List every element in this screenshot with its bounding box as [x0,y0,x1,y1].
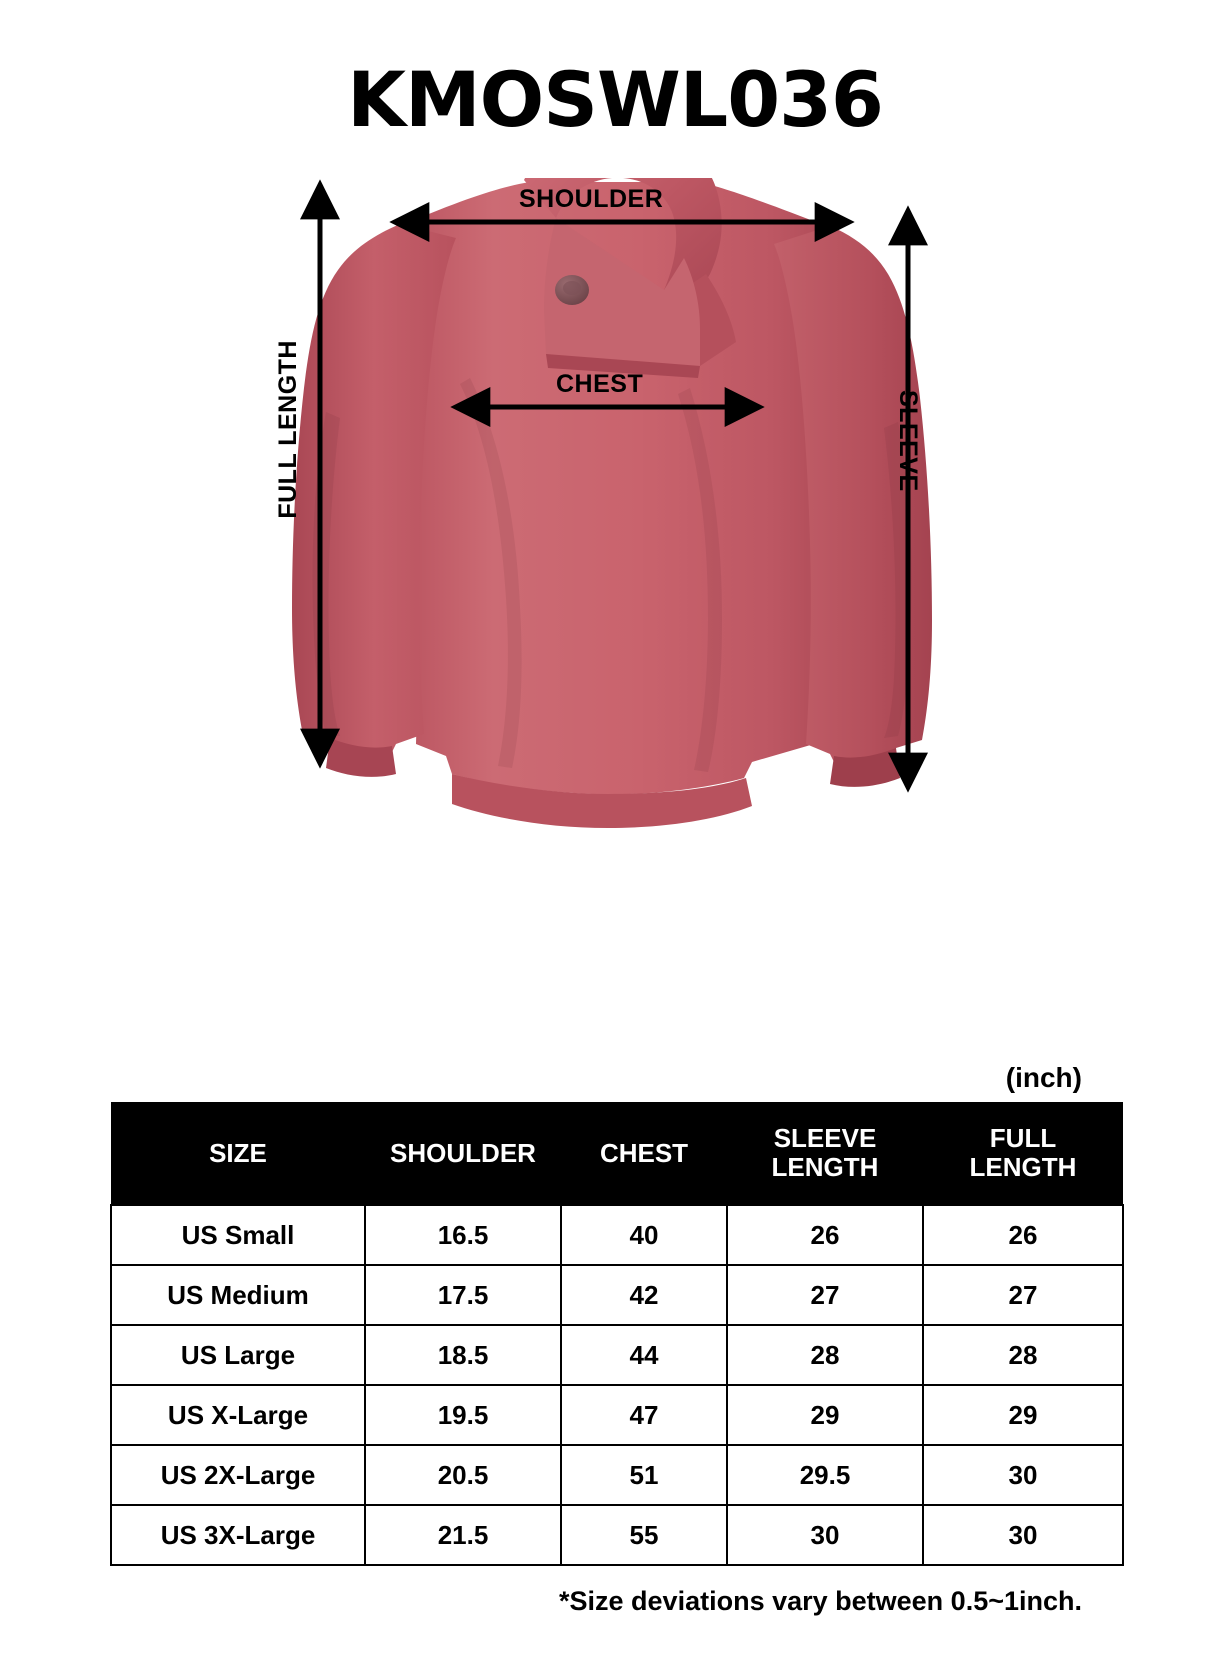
cell-full-length: 29 [923,1385,1123,1445]
header-line: CHEST [599,1137,689,1168]
cell-shoulder: 20.5 [365,1445,561,1505]
cell-sleeve-length: 30 [727,1505,923,1565]
cell-size: US Small [111,1205,365,1265]
column-header-sleeve-length [727,1102,923,1205]
cell-sleeve-length: 28 [727,1325,923,1385]
cell-size: US Medium [111,1265,365,1325]
cell-full-length: 30 [923,1505,1123,1565]
cell-shoulder: 16.5 [365,1205,561,1265]
size-table-wrapper [110,1102,1122,1566]
cell-chest: 51 [561,1445,727,1505]
table-row [111,1385,1123,1445]
column-header-chest [561,1102,727,1205]
cell-sleeve-length: 29.5 [727,1445,923,1505]
cell-chest: 42 [561,1265,727,1325]
measurement-arrows [0,178,1230,878]
size-deviation-footnote: *Size deviations vary between 0.5~1inch. [559,1586,1082,1616]
header-line: LENGTH [771,1152,879,1182]
garment-illustration [0,178,1230,878]
cell-size: US X-Large [111,1385,365,1445]
cell-chest: 40 [561,1205,727,1265]
cell-sleeve-length: 26 [727,1205,923,1265]
header-line: SIZE [209,1137,267,1168]
cell-chest: 55 [561,1505,727,1565]
header-line: FULL [989,1123,1057,1154]
cell-sleeve-length: 27 [727,1265,923,1325]
cell-shoulder: 19.5 [365,1385,561,1445]
table-row [111,1505,1123,1565]
label-full-length: FULL LENGTH [274,340,302,519]
header-line: SLEEVE [773,1123,877,1154]
table-row [111,1445,1123,1505]
cell-size: US Large [111,1325,365,1385]
cell-size: US 2X-Large [111,1445,365,1505]
column-header-full-length [923,1102,1123,1205]
column-header-size [111,1102,365,1205]
label-chest: CHEST [556,370,644,398]
label-sleeve: SLEEVE [894,390,922,492]
unit-note: (inch) [1005,1062,1082,1093]
column-header-shoulder [365,1102,561,1205]
header-line: SHOULDER [390,1137,536,1168]
cell-full-length: 28 [923,1325,1123,1385]
cell-sleeve-length: 29 [727,1385,923,1445]
table-row [111,1325,1123,1385]
cell-shoulder: 18.5 [365,1325,561,1385]
cell-shoulder: 17.5 [365,1265,561,1325]
cell-chest: 47 [561,1385,727,1445]
cell-full-length: 27 [923,1265,1123,1325]
size-table [110,1102,1124,1566]
table-row [111,1205,1123,1265]
cell-chest: 44 [561,1325,727,1385]
page-title: KMOSWL036 [347,55,883,144]
cell-full-length: 26 [923,1205,1123,1265]
header-line: LENGTH [969,1152,1077,1182]
table-header-row [111,1102,1123,1205]
label-shoulder: SHOULDER [519,185,664,213]
cell-full-length: 30 [923,1445,1123,1505]
cell-shoulder: 21.5 [365,1505,561,1565]
table-row [111,1265,1123,1325]
cell-size: US 3X-Large [111,1505,365,1565]
